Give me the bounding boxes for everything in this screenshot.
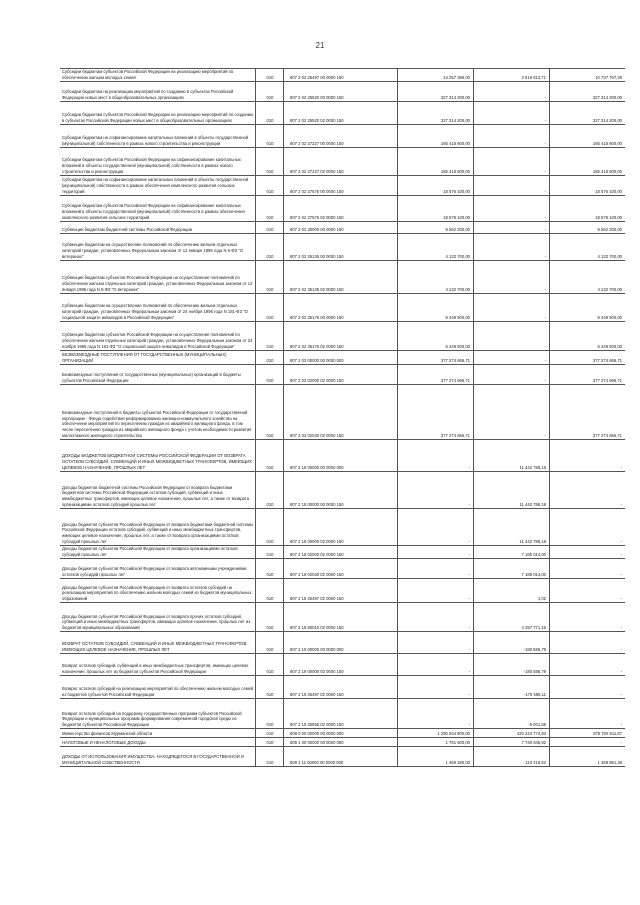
row-unexecuted-cell: - [550, 603, 626, 632]
row-unexecuted-cell: - [550, 738, 626, 747]
table-row [60, 603, 625, 632]
row-executed-cell: - [474, 294, 550, 322]
row-approved-cell: - [398, 699, 474, 729]
row-name-cell: Субвенции бюджетам на осуществление полномочий по обеспечению жильем отдельных категорий граждан, установленных Федеральным законом от 24 ноября 1995 года N 181-ФЗ "О социальной защите инвалидов в Российской Федерации" [60, 294, 256, 322]
row-approved-cell: 327 314 200,00 [398, 82, 474, 102]
table-row [60, 69, 625, 82]
row-name-cell: Субвенции бюджетам субъектов Российской Федерации на осуществление полномочий по обеспечению жильем отдельных категорий граждан, установленных Федеральным законом от 24 ноября 1995 года N 181-ФЗ "О социальной защите инвалидов в Российской Федерации" [60, 322, 256, 351]
row-name-cell: Безвозмездные поступления в бюджеты субъектов Российской Федерации от государственной корпорации - Фонда содействия реформированию жилищно-коммунального хозяйства на обеспечение мероприятий по переселению граждан из аварийного жилищного фонда, в том числе переселению граждан из аварийного жилищного фонда с учетом необходимости развития малоэтажного жилищного строительства [60, 385, 256, 440]
row-code-cell: 010 [256, 351, 284, 365]
row-executed-cell: - [474, 148, 550, 176]
row-name-cell: Безвозмездные поступления от государственных (муниципальных) организаций в бюджеты субъектов Российской Федерации [60, 365, 256, 385]
row-code-cell: 010 [256, 654, 284, 676]
row-executed-cell: - [474, 222, 550, 234]
row-code-cell: 010 [256, 294, 284, 322]
row-executed-cell: -180 586,79 [474, 654, 550, 676]
row-approved-cell: 4 132 700,00 [398, 261, 474, 294]
table-row [60, 82, 625, 102]
row-executed-cell: - [474, 102, 550, 125]
table-row [60, 579, 625, 603]
row-unexecuted-cell: - [550, 676, 626, 699]
row-approved-cell: - [398, 676, 474, 699]
row-name-cell: ДОХОДЫ БЮДЖЕТОВ БЮДЖЕТНОЙ СИСТЕМЫ РОССИЙСКОЙ ФЕДЕРАЦИИ ОТ ВОЗВРАТА ОСТАТКОВ СУБСИДИЙ, СУБВЕНЦИЙ И ИНЫХ МЕЖБЮДЖЕТНЫХ ТРАНСФЕРТОВ, ИМЕЮЩИХ ЦЕЛЕВОЕ НАЗНАЧЕНИЕ, ПРОШЛЫХ ЛЕТ [60, 440, 256, 472]
row-kbk-cell: 807 2 18 00000 02 0000 150 [284, 509, 398, 546]
table-row [60, 222, 625, 234]
row-code-cell: 010 [256, 729, 284, 738]
row-unexecuted-cell: 4 132 700,00 [550, 234, 626, 261]
row-code-cell: 010 [256, 632, 284, 654]
row-kbk-cell: 807 2 02 27576 02 0000 150 [284, 196, 398, 222]
row-name-cell: Субсидии бюджетам субъектов Российской Федерации на софинансирование капитальных вложений в объекты государственной (муниципальной) собственности в рамках обеспечения комплексного развития сельских территорий [60, 196, 256, 222]
row-kbk-cell: 807 2 18 60010 02 0000 150 [284, 603, 398, 632]
row-name-cell: Субсидии бюджетам субъектов Российской Федерации на софинансирование капитальных вложений в объекты государственной (муниципальной) собственности в рамках нового строительства и реконструкции [60, 148, 256, 176]
row-kbk-cell: 807 2 19 25555 02 0000 150 [284, 699, 398, 729]
row-approved-cell: - [398, 603, 474, 632]
row-executed-cell: - [474, 385, 550, 440]
row-executed-cell: 7 185 014,00 [474, 559, 550, 579]
row-approved-cell: 165 415 600,00 [398, 148, 474, 176]
row-name-cell: Министерство финансов Мурманской области [60, 729, 256, 738]
row-approved-cell: 327 314 200,00 [398, 102, 474, 125]
row-executed-cell: 1,02 [474, 579, 550, 603]
row-name-cell: Доходы бюджетов субъектов Российской Федерации от возврата бюджетами бюджетной системы Российской Федерации остатков субсидий, субвенций и иных межбюджетных трансфертов, имеющих целевое назначение, прошлых лет, а также от возврата организациями остатков субсидий прошлых лет [60, 509, 256, 546]
row-unexecuted-cell: 18 576 100,00 [550, 176, 626, 196]
table-row [60, 196, 625, 222]
table-row [60, 559, 625, 579]
row-code-cell: 010 [256, 102, 284, 125]
row-name-cell: ВОЗВРАТ ОСТАТКОВ СУБСИДИЙ, СУБВЕНЦИЙ И ИНЫХ МЕЖБЮДЖЕТНЫХ ТРАНСФЕРТОВ, ИМЕЮЩИХ ЦЕЛЕВОЕ НАЗНАЧЕНИЕ, ПРОШЛЫХ ЛЕТ [60, 632, 256, 654]
row-approved-cell: - [398, 579, 474, 603]
table-row [60, 747, 625, 767]
income-report-table [60, 68, 625, 767]
row-code-cell: 010 [256, 738, 284, 747]
row-code-cell: 010 [256, 176, 284, 196]
row-unexecuted-cell: - [550, 654, 626, 676]
row-name-cell: БЕЗВОЗМЕЗДНЫЕ ПОСТУПЛЕНИЯ ОТ ГОСУДАРСТВЕННЫХ (МУНИЦИПАЛЬНЫХ) ОРГАНИЗАЦИЙ [60, 351, 256, 365]
row-unexecuted-cell: 876 700 611,67 [550, 729, 626, 738]
row-unexecuted-cell: 4 132 700,00 [550, 261, 626, 294]
row-approved-cell: 4 132 700,00 [398, 234, 474, 261]
row-executed-cell: - [474, 82, 550, 102]
row-executed-cell: - [474, 234, 550, 261]
row-code-cell: 010 [256, 82, 284, 102]
row-approved-cell: - [398, 440, 474, 472]
row-kbk-cell: 809 1 00 00000 00 0000 000 [284, 738, 398, 747]
row-name-cell: Субсидии бюджетам субъектов Российской Федерации на реализацию мероприятий по обеспечению жильем молодых семей [60, 69, 256, 82]
row-kbk-cell: 807 2 02 25520 02 0000 150 [284, 102, 398, 125]
table-row [60, 729, 625, 738]
table-row [60, 546, 625, 559]
table-row [60, 654, 625, 676]
row-executed-cell: - [474, 261, 550, 294]
row-code-cell: 010 [256, 699, 284, 729]
row-unexecuted-cell: 1 358 961,38 [550, 747, 626, 767]
row-unexecuted-cell: 5 449 500,00 [550, 322, 626, 351]
row-code-cell: 010 [256, 559, 284, 579]
row-executed-cell: - [474, 351, 550, 365]
row-code-cell: 010 [256, 579, 284, 603]
row-code-cell: 010 [256, 385, 284, 440]
row-unexecuted-cell: 377 274 666,71 [550, 365, 626, 385]
table-row [60, 125, 625, 148]
row-kbk-cell: 807 2 02 27227 02 0000 150 [284, 148, 398, 176]
row-code-cell: 010 [256, 125, 284, 148]
table-row [60, 738, 625, 747]
page-number: 21 [315, 41, 325, 50]
row-kbk-cell: 807 2 03 00000 00 0000 000 [284, 351, 398, 365]
row-kbk-cell: 809 1 11 00000 00 0000 000 [284, 747, 398, 767]
row-approved-cell: 377 274 666,71 [398, 365, 474, 385]
row-approved-cell: 1 761 600,00 [398, 738, 474, 747]
row-name-cell: Возврат остатков субсидий на поддержку государственных программ субъектов Российской Федерации и муниципальных программ формирования современной городской среды из бюджетов субъектов Российской Федерации [60, 699, 256, 729]
table-row [60, 148, 625, 176]
row-unexecuted-cell: 327 314 200,00 [550, 82, 626, 102]
row-approved-cell: - [398, 632, 474, 654]
row-approved-cell: 18 576 100,00 [398, 196, 474, 222]
row-approved-cell: 377 274 666,71 [398, 385, 474, 440]
row-executed-cell: - [474, 176, 550, 196]
table-row [60, 351, 625, 365]
row-kbk-cell: 807 2 02 35176 02 0000 150 [284, 322, 398, 351]
row-executed-cell: -5 001,68 [474, 699, 550, 729]
row-code-cell: 010 [256, 69, 284, 82]
row-name-cell: Доходы бюджетов субъектов Российской Федерации от возврата прочих остатков субсидий, субвенций и иных межбюджетных трансфертов, имеющих целевое назначение, прошлых лет из бюджетов муниципальных образований [60, 603, 256, 632]
row-executed-cell: 11 442 786,18 [474, 509, 550, 546]
row-name-cell: Субвенции бюджетам субъектов Российской Федерации на осуществление полномочий по обеспечению жильем отдельных категорий граждан, установленных Федеральным законом от 12 января 1995 года N 5-ФЗ "О ветеранах" [60, 261, 256, 294]
row-name-cell: Возврат остатков субсидий, субвенций и иных межбюджетных трансфертов, имеющих целевое назначение, прошлых лет из бюджетов субъектов Российской Федерации [60, 654, 256, 676]
row-unexecuted-cell: 327 314 200,00 [550, 102, 626, 125]
row-executed-cell: 11 442 786,18 [474, 440, 550, 472]
row-approved-cell: - [398, 509, 474, 546]
row-code-cell: 010 [256, 148, 284, 176]
row-code-cell: 010 [256, 747, 284, 767]
row-unexecuted-cell: - [550, 472, 626, 509]
row-executed-cell: 110 318,62 [474, 747, 550, 767]
row-approved-cell: - [398, 559, 474, 579]
row-name-cell: Субсидии бюджетам на реализацию мероприятий по созданию в субъектах Российской Федерации новых мест в общеобразовательных организациях [60, 82, 256, 102]
row-unexecuted-cell: 377 274 666,71 [550, 351, 626, 365]
row-executed-cell: -175 585,11 [474, 676, 550, 699]
table-row [60, 294, 625, 322]
row-kbk-cell: 807 2 02 35135 00 0000 150 [284, 234, 398, 261]
row-unexecuted-cell: 10 737 767,29 [550, 69, 626, 82]
row-kbk-cell: 807 2 03 02040 02 0000 150 [284, 385, 398, 440]
row-executed-cell: 7 740 645,92 [474, 738, 550, 747]
row-kbk-cell: 807 2 18 02000 02 0000 150 [284, 546, 398, 559]
row-executed-cell: 11 442 786,18 [474, 472, 550, 509]
row-code-cell: 010 [256, 546, 284, 559]
row-name-cell: Субсидии бюджетам на софинансирование капитальных вложений в объекты государственной (муниципальной) собственности в рамках нового строительства и реконструкции [60, 125, 256, 148]
row-kbk-cell: 807 2 02 25520 00 0000 150 [284, 82, 398, 102]
row-approved-cell: 377 274 666,71 [398, 351, 474, 365]
row-code-cell: 010 [256, 603, 284, 632]
row-name-cell: Субвенции бюджетам бюджетной системы Российской Федерации [60, 222, 256, 234]
row-code-cell: 010 [256, 472, 284, 509]
row-code-cell: 010 [256, 261, 284, 294]
row-kbk-cell: 807 2 18 25497 02 0000 150 [284, 579, 398, 603]
table-row [60, 385, 625, 440]
row-approved-cell: - [398, 654, 474, 676]
table-row [60, 365, 625, 385]
row-code-cell: 010 [256, 440, 284, 472]
row-executed-cell: - [474, 365, 550, 385]
row-approved-cell: 5 449 500,00 [398, 322, 474, 351]
row-kbk-cell: 809 0 00 00000 00 0000 000 [284, 729, 398, 738]
row-name-cell: Доходы бюджетов субъектов Российской Федерации от возврата автономными учреждениями остатков субсидий прошлых лет [60, 559, 256, 579]
row-unexecuted-cell: 165 415 600,00 [550, 125, 626, 148]
row-name-cell: Субвенции бюджетам на осуществление полномочий по обеспечению жильем отдельных категорий граждан, установленных Федеральным законом от 12 января 1995 года N 5-ФЗ "О ветеранах" [60, 234, 256, 261]
row-approved-cell: 14 257 366,00 [398, 69, 474, 82]
row-code-cell: 010 [256, 322, 284, 351]
row-unexecuted-cell: - [550, 632, 626, 654]
row-kbk-cell: 807 2 02 25497 00 0000 150 [284, 69, 398, 82]
row-executed-cell: 3 519 813,71 [474, 69, 550, 82]
row-approved-cell: 1 290 944 900,00 [398, 729, 474, 738]
row-code-cell: 010 [256, 196, 284, 222]
row-kbk-cell: 807 2 18 02030 02 0000 150 [284, 559, 398, 579]
row-kbk-cell: 807 2 18 00000 00 0000 150 [284, 472, 398, 509]
row-executed-cell: 4 257 771,16 [474, 603, 550, 632]
row-unexecuted-cell: - [550, 440, 626, 472]
row-executed-cell: - [474, 322, 550, 351]
row-executed-cell: 420 224 772,93 [474, 729, 550, 738]
table-row [60, 509, 625, 546]
row-code-cell: 010 [256, 509, 284, 546]
report-table-container [60, 68, 622, 767]
row-kbk-cell: 807 2 19 00000 02 0000 150 [284, 654, 398, 676]
row-name-cell: Субсидии бюджетам субъектов Российской Федерации на реализацию мероприятий по созданию в субъектах Российской Федерации новых мест в общеобразовательных организациях [60, 102, 256, 125]
table-row [60, 472, 625, 509]
row-name-cell: Субсидии бюджетам на софинансирование капитальных вложений в объекты государственной (муниципальной) собственности в рамках обеспечения комплексного развития сельских территорий [60, 176, 256, 196]
row-code-cell: 010 [256, 222, 284, 234]
row-approved-cell: 165 415 600,00 [398, 125, 474, 148]
row-executed-cell: - [474, 196, 550, 222]
row-approved-cell: 18 576 100,00 [398, 176, 474, 196]
row-kbk-cell: 807 2 02 30000 00 0000 150 [284, 222, 398, 234]
row-name-cell: Доходы бюджетов субъектов Российской Федерации от возврата организациями остатков субсидий прошлых лет [60, 546, 256, 559]
table-row [60, 440, 625, 472]
row-unexecuted-cell: - [550, 546, 626, 559]
table-body [60, 69, 625, 767]
row-name-cell: ДОХОДЫ ОТ ИСПОЛЬЗОВАНИЯ ИМУЩЕСТВА, НАХОДЯЩЕГОСЯ В ГОСУДАРСТВЕННОЙ И МУНИЦИПАЛЬНОЙ СОБСТВЕННОСТИ [60, 747, 256, 767]
table-row [60, 322, 625, 351]
row-name-cell: Доходы бюджетов бюджетной системы Российской Федерации от возврата бюджетами бюджетной системы Российской Федерации остатков субсидий, субвенций и иных межбюджетных трансфертов, имеющих целевое назначение, прошлых лет, а также от возврата организациями остатков субсидий прошлых лет [60, 472, 256, 509]
row-executed-cell: - [474, 125, 550, 148]
row-approved-cell: - [398, 546, 474, 559]
row-unexecuted-cell: 9 562 200,00 [550, 222, 626, 234]
row-unexecuted-cell: - [550, 509, 626, 546]
table-row [60, 234, 625, 261]
row-kbk-cell: 807 2 02 27227 00 0000 150 [284, 125, 398, 148]
row-unexecuted-cell: - [550, 699, 626, 729]
row-unexecuted-cell: 5 449 500,00 [550, 294, 626, 322]
table-row [60, 261, 625, 294]
row-approved-cell: 5 449 500,00 [398, 294, 474, 322]
table-row [60, 102, 625, 125]
table-row [60, 699, 625, 729]
row-approved-cell: - [398, 472, 474, 509]
row-approved-cell: 9 562 200,00 [398, 222, 474, 234]
row-kbk-cell: 807 2 02 27576 00 0000 150 [284, 176, 398, 196]
row-name-cell: НАЛОГОВЫЕ И НЕНАЛОГОВЫЕ ДОХОДЫ [60, 738, 256, 747]
row-kbk-cell: 807 2 19 00000 00 0000 000 [284, 632, 398, 654]
row-kbk-cell: 807 2 02 35135 02 0000 150 [284, 261, 398, 294]
row-unexecuted-cell: 165 415 600,00 [550, 148, 626, 176]
table-row [60, 676, 625, 699]
row-executed-cell: -180 586,79 [474, 632, 550, 654]
row-unexecuted-cell: - [550, 559, 626, 579]
row-kbk-cell: 807 2 02 35176 00 0000 150 [284, 294, 398, 322]
row-kbk-cell: 807 2 03 02000 02 0000 150 [284, 365, 398, 385]
table-row [60, 632, 625, 654]
row-name-cell: Возврат остатков субсидий на реализацию мероприятий по обеспечению жильем молодых семей из бюджетов субъектов Российской Федерации [60, 676, 256, 699]
row-unexecuted-cell: 377 274 666,71 [550, 385, 626, 440]
row-executed-cell: 7 185 014,00 [474, 546, 550, 559]
row-unexecuted-cell: 18 576 100,00 [550, 196, 626, 222]
row-kbk-cell: 807 2 19 25497 02 0000 150 [284, 676, 398, 699]
row-kbk-cell: 807 2 18 00000 00 0000 000 [284, 440, 398, 472]
row-code-cell: 010 [256, 676, 284, 699]
row-code-cell: 010 [256, 234, 284, 261]
row-name-cell: Доходы бюджетов субъектов Российской Федерации от возврата остатков субсидий на реализацию мероприятий по обеспечению жильем молодых семей из бюджетов муниципальных образований [60, 579, 256, 603]
table-row [60, 176, 625, 196]
row-approved-cell: 1 469 280,00 [398, 747, 474, 767]
row-unexecuted-cell: - [550, 579, 626, 603]
row-code-cell: 010 [256, 365, 284, 385]
